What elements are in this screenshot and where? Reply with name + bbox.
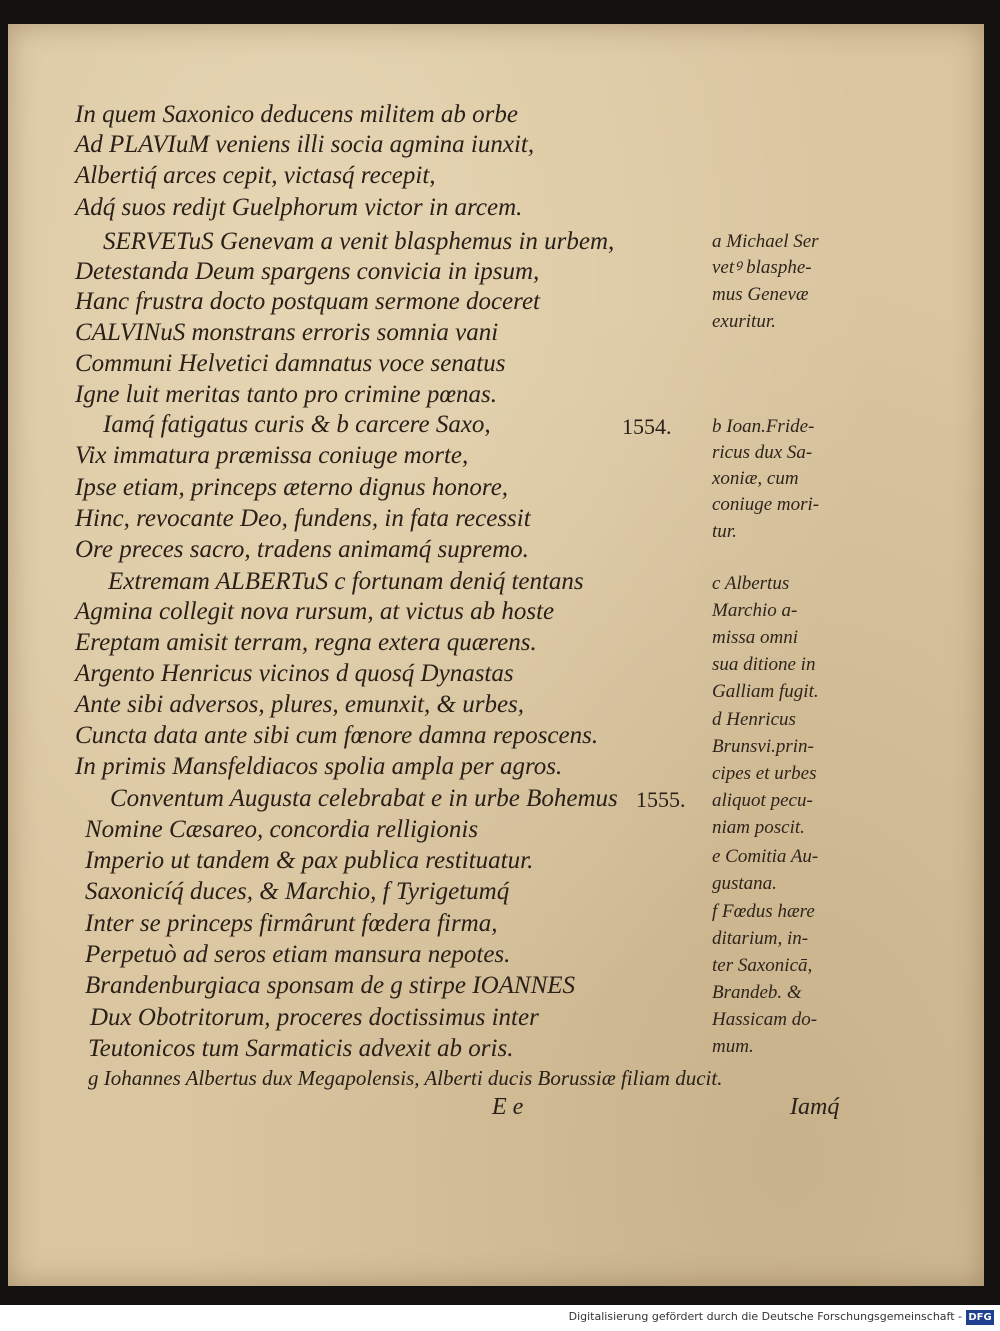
catchword: Iamq́ [790,1094,840,1120]
margin-note-line: xoniæ, cum [712,468,799,489]
verse-line: Ore preces sacro, tradens animamq́ supremo. [75,536,529,563]
verse-line: CALVINuS monstrans erroris somnia vani [75,319,499,346]
verse-line: SERVETuS Genevam a venit blasphemus in urbem, [103,228,615,255]
margin-note-line: ditarium, in- [712,928,809,949]
margin-note-line: Brandeb. & [712,982,802,1003]
verse-line: Dux Obotritorum, proceres doctissimus inter [90,1004,539,1031]
signature-mark: E e [492,1094,524,1120]
margin-note-line: gustana. [712,873,777,894]
verse-line: Detestanda Deum spargens convicia in ipsum, [75,258,540,285]
verse-line: Hanc frustra docto postquam sermone doceret [75,288,540,315]
verse-line: Ereptam amisit terram, regna extera quærens. [75,629,537,656]
verse-line: Saxonicíq́ duces, & Marchio, f Tyrigetumq́ [85,878,510,905]
verse-line: Nomine Cæsareo, concordia relligionis [85,816,479,843]
credit-text: Digitalisierung gefördert durch die Deutsche Forschungsgemeinschaft - [568,1310,962,1323]
margin-note-line: vetꝰ blasphe- [712,257,812,278]
margin-note-line: e Comitia Au- [712,846,819,867]
margin-note-line: c Albertus [712,573,790,594]
verse-line: Albertiq́ arces cepit, victasq́ recepit, [75,162,436,189]
verse-line: Iamq́ fatigatus curis & b carcere Saxo, [103,411,491,438]
verse-line: Brandenburgiaca sponsam de g stirpe IOANNES [85,972,576,999]
margin-note-line: mus Genevæ [712,284,809,305]
year-1554: 1554. [622,414,672,439]
margin-note-line: Brunsvi.prin- [712,736,814,757]
verse-line: Hinc, revocante Deo, fundens, in fata recessit [75,505,531,532]
margin-note-line: aliquot pecu- [712,790,813,811]
verse-line: Cuncta data ante sibi cum fœnore damna reposcens. [75,722,599,749]
verse-line: Perpetuò ad seros etiam mansura nepotes. [85,941,511,968]
margin-note-line: exuritur. [712,311,776,332]
verse-line: Argento Henricus vicinos d quosq́ Dynastas [75,660,514,687]
margin-note-line: ricus dux Sa- [712,442,813,463]
margin-note-line: Galliam fugit. [712,681,819,702]
verse-line: Ad PLAVIuM veniens illi socia agmina iunxit, [75,131,535,158]
verse-line: Ante sibi adversos, plures, emunxit, & urbes, [75,691,525,718]
margin-note-line: tur. [712,521,737,542]
margin-note-line: ter Saxonicā, [712,955,813,976]
margin-note-line: coniuge mori- [712,494,820,515]
verse-line: Vix immatura præmissa coniuge morte, [75,442,469,469]
margin-note-line: niam poscit. [712,817,805,838]
verse-line: In primis Mansfeldiacos spolia ampla per agros. [75,753,563,780]
digitization-footer [0,1305,1000,1331]
margin-note-line: mum. [712,1036,754,1057]
verse-line: Teutonicos tum Sarmaticis advexit ab oris. [88,1035,514,1062]
verse-line: Igne luit meritas tanto pro crimine pœnas. [75,381,497,408]
verse-line: Communi Helvetici damnatus voce senatus [75,350,506,377]
margin-note-line: f Fœdus hære [712,901,815,922]
verse-line: Inter se princeps firmârunt fœdera firma, [85,910,498,937]
margin-note-line: d Henricus [712,709,796,730]
margin-note-line: Hassicam do- [712,1009,818,1030]
margin-note-line: Marchio a- [712,600,798,621]
verse-line: Adq́ suos rediȷt Guelphorum victor in arcem. [75,194,523,221]
verse-line: Ipse etiam, princeps æterno dignus honore, [75,474,509,501]
verse-line: Conventum Augusta celebrabat e in urbe Bohemus [110,785,618,812]
margin-note-line: b Ioan.Fride- [712,416,815,437]
margin-note-line: cipes et urbes [712,763,817,784]
margin-note-line: missa omni [712,627,799,648]
verse-line: In quem Saxonico deducens militem ab orbe [75,101,518,128]
margin-note-line: a Michael Ser [712,231,819,252]
verse-line: Extremam ALBERTuS c fortunam deniq́ tentans [108,568,584,595]
verse-line: Imperio ut tandem & pax publica restituatur. [85,847,534,874]
verse-line: Agmina collegit nova rursum, at victus ab hoste [75,598,555,625]
footnote-g: g Iohannes Albertus dux Megapolensis, Alberti ducis Borussiæ filiam ducit. [88,1066,723,1090]
year-1555: 1555. [636,787,686,812]
dfg-logo: DFG [966,1310,994,1325]
margin-note-line: sua ditione in [712,654,816,675]
